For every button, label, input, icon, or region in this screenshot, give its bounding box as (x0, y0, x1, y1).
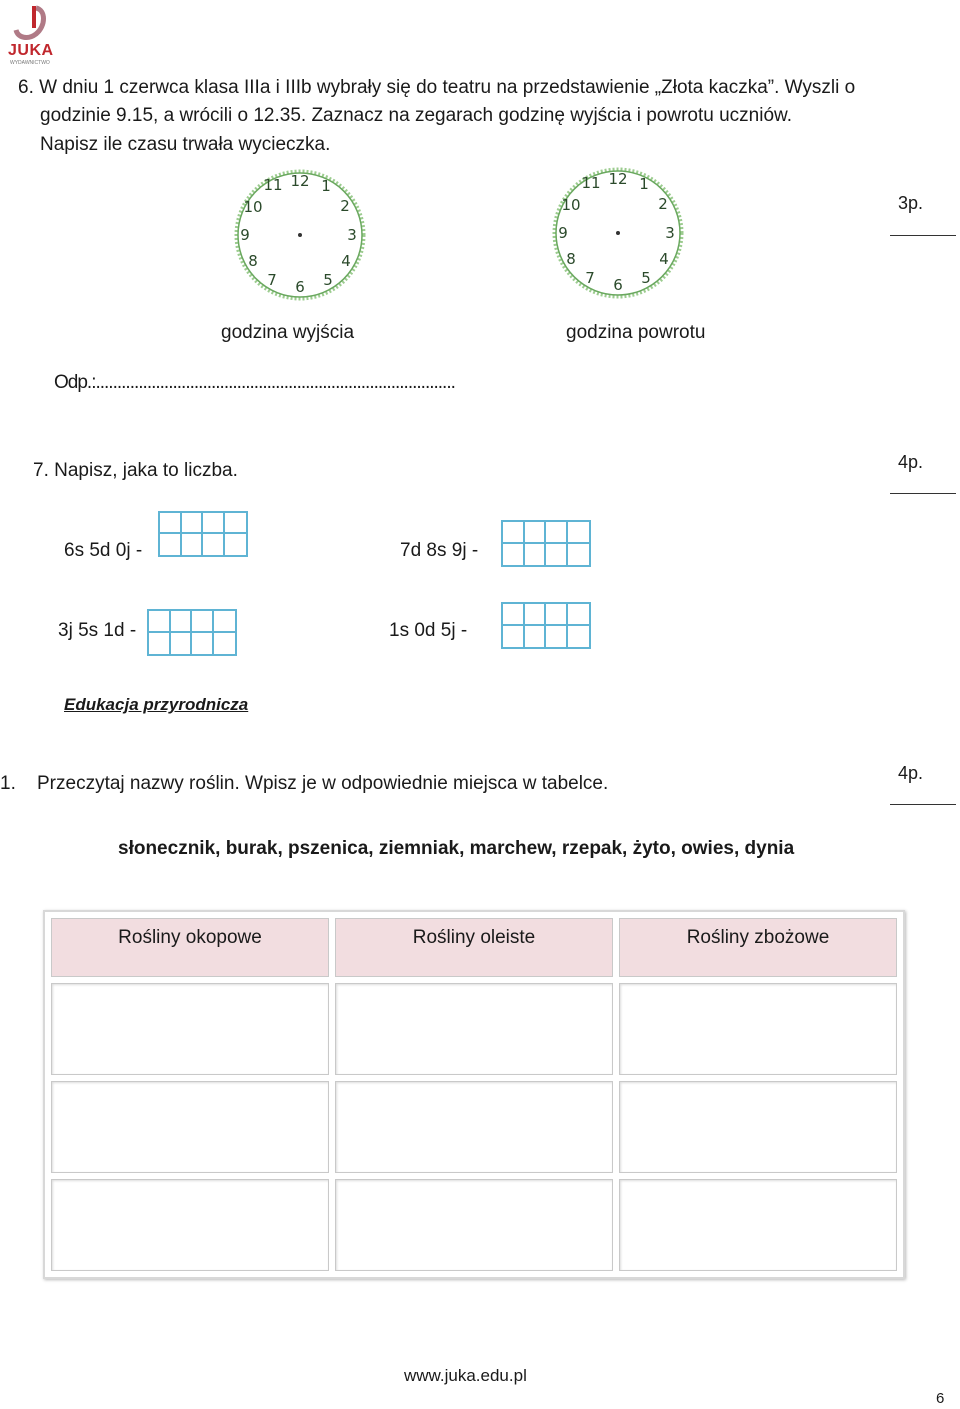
number-answer-grid[interactable] (147, 609, 237, 656)
answer-cell[interactable] (51, 983, 329, 1075)
svg-text:12: 12 (608, 170, 628, 188)
svg-text:6: 6 (613, 276, 623, 294)
number-prompt: 3j 5s 1d - (58, 620, 137, 641)
column-header: Rośliny okopowe (51, 918, 329, 977)
juka-logo-name: JUKA (8, 42, 54, 59)
svg-text:7: 7 (267, 271, 277, 289)
answer-cell[interactable] (335, 1179, 613, 1271)
clock-face-icon (548, 163, 688, 303)
juka-logo-sub: WYDAWNICTWO (10, 60, 50, 66)
answer-cell[interactable] (619, 1179, 897, 1271)
svg-text:10: 10 (243, 198, 263, 216)
number-answer-grid[interactable] (158, 511, 248, 557)
svg-text:4: 4 (659, 250, 669, 268)
svg-text:6: 6 (295, 278, 305, 296)
svg-text:2: 2 (340, 197, 350, 215)
return-clock[interactable] (548, 163, 688, 308)
svg-text:3: 3 (665, 224, 675, 242)
number-prompt: 1s 0d 5j - (389, 620, 468, 641)
svg-text:11: 11 (581, 174, 601, 192)
svg-text:3: 3 (347, 226, 357, 244)
clock-face-icon (230, 165, 370, 305)
number-prompt: 6s 5d 0j - (64, 540, 143, 561)
svg-text:9: 9 (240, 226, 250, 244)
plants-table (43, 910, 905, 1279)
svg-text:2: 2 (658, 195, 668, 213)
task1-score: 4p. (898, 763, 924, 783)
table-row (51, 983, 897, 1075)
answer-cell[interactable] (619, 1081, 897, 1173)
plant-word-list: słonecznik, burak, pszenica, ziemniak, marchew, rzepak, żyto, owies, dynia (118, 838, 795, 859)
number-prompt: 7d 8s 9j - (400, 540, 479, 561)
task6-score-line (890, 235, 956, 236)
svg-text:1: 1 (639, 175, 649, 193)
task7-score-line (890, 493, 956, 494)
svg-text:9: 9 (558, 224, 568, 242)
answer-cell[interactable] (51, 1081, 329, 1173)
table-row (51, 1081, 897, 1173)
svg-text:10: 10 (561, 196, 581, 214)
svg-text:5: 5 (323, 271, 333, 289)
page-number: 6 (936, 1390, 945, 1407)
task7-score: 4p. (898, 452, 924, 472)
column-header: Rośliny oleiste (335, 918, 613, 977)
task7-title: 7. Napisz, jaka to liczba. (33, 460, 238, 481)
number-answer-grid[interactable] (501, 520, 591, 567)
answer-cell[interactable] (335, 983, 613, 1075)
answer-cell[interactable] (335, 1081, 613, 1173)
svg-text:1: 1 (321, 177, 331, 195)
task6-line1: 6. W dniu 1 czerwca klasa IIIa i IIIb wybrały się do teatru na przedstawienie „Złota kaczka”. Wyszli o (18, 77, 856, 98)
footer-url[interactable]: www.juka.edu.pl (404, 1366, 527, 1385)
departure-clock-label: godzina wyjścia (221, 322, 355, 343)
juka-logo (6, 4, 56, 66)
svg-text:8: 8 (566, 250, 576, 268)
return-clock-label: godzina powrotu (566, 322, 706, 343)
table-row (51, 1179, 897, 1271)
svg-text:8: 8 (248, 252, 258, 270)
section-title: Edukacja przyrodnicza (64, 695, 249, 714)
task6-line2: godzinie 9.15, a wrócili o 12.35. Zaznacz na zegarach godzinę wyjścia i powrotu uczniów. (40, 105, 792, 126)
svg-text:11: 11 (263, 176, 283, 194)
svg-text:7: 7 (585, 269, 595, 287)
answer-cell[interactable] (619, 983, 897, 1075)
task6-answer[interactable]: Odp.:.................................................................................... (54, 372, 455, 393)
answer-cell[interactable] (51, 1179, 329, 1271)
svg-text:12: 12 (290, 172, 310, 190)
plants-table-header-row (51, 918, 897, 977)
departure-clock[interactable] (230, 165, 370, 310)
task6-line3: Napisz ile czasu trwała wycieczka. (40, 134, 331, 155)
svg-text:4: 4 (341, 252, 351, 270)
juka-logo-mark (6, 4, 56, 46)
number-answer-grid[interactable] (501, 602, 591, 649)
column-header: Rośliny zbożowe (619, 918, 897, 977)
task1-number: 1. (0, 773, 16, 794)
task1-text: Przeczytaj nazwy roślin. Wpisz je w odpowiednie miejsca w tabelce. (37, 773, 609, 794)
task6-score: 3p. (898, 193, 924, 213)
svg-text:5: 5 (641, 269, 651, 287)
task1-score-line (890, 804, 956, 805)
